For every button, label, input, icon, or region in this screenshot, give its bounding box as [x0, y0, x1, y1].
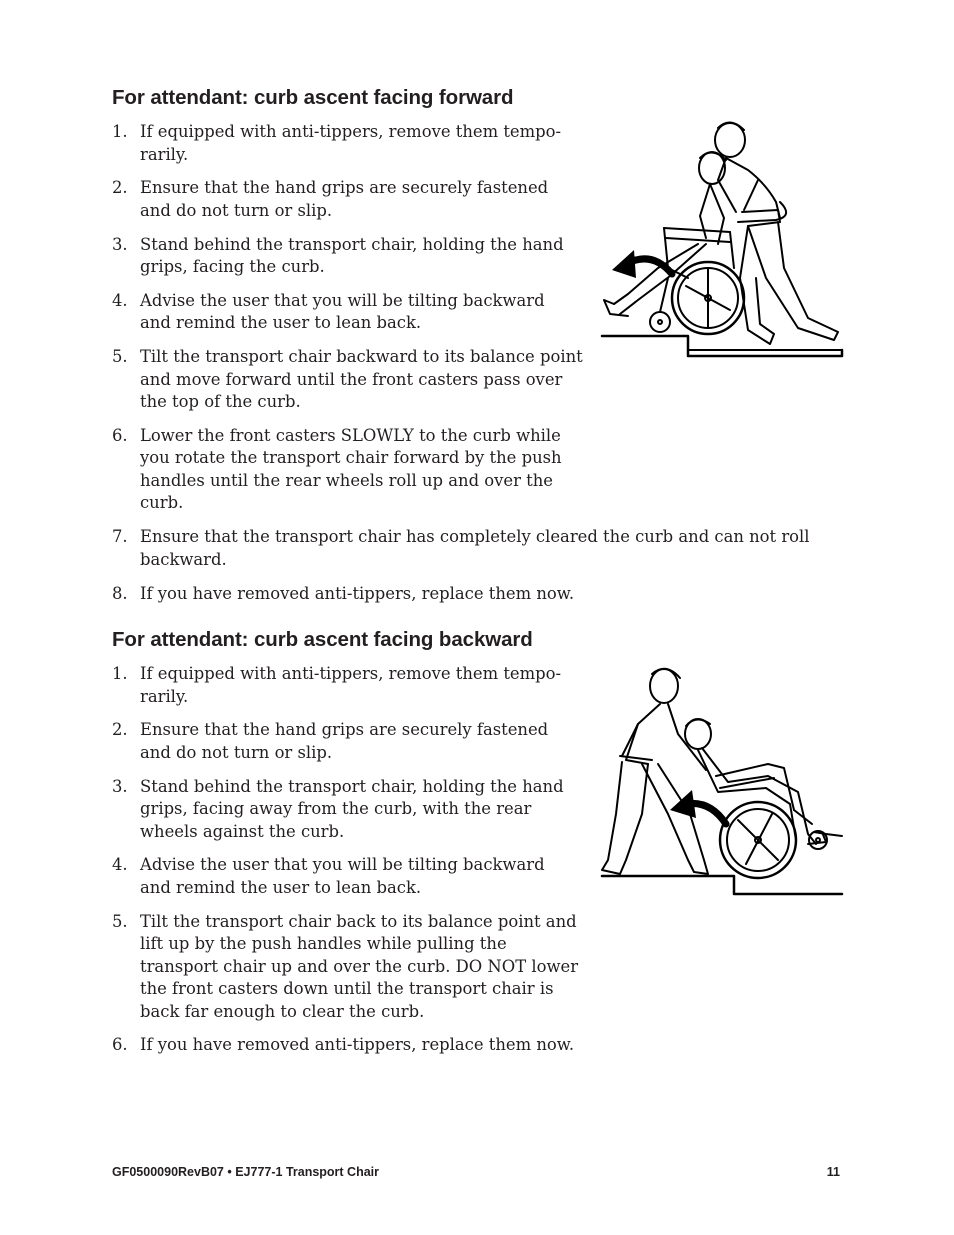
list-item: [112, 346, 585, 414]
step-number: 1.: [112, 122, 128, 141]
step-number: 1.: [112, 664, 128, 683]
page-number: 11: [826, 1165, 840, 1179]
step-number: 2.: [112, 178, 128, 198]
page-footer: [112, 1165, 840, 1179]
step-number: 8.: [112, 583, 128, 603]
forward-ascent-illustration: [598, 118, 848, 363]
list-item: [112, 719, 580, 764]
list-item: [112, 425, 580, 515]
step-text: If you have removed anti-tippers, replace them now.: [140, 583, 575, 603]
step-text: If you have removed anti-tippers, replace them now.: [140, 1035, 575, 1055]
list-item: [112, 854, 580, 899]
list-item: [112, 776, 580, 844]
list-item: [112, 234, 580, 279]
step-text: Stand behind the transport chair, holding the hand grips, facing the curb.: [140, 234, 564, 277]
step-text: Advise the user that you will be tilting backward and remind the user to lean back.: [140, 290, 545, 333]
step-text: If equipped with anti-tippers, remove them tempo-rarily.: [140, 122, 562, 164]
list-item: [112, 290, 580, 335]
step-number: 7.: [112, 527, 128, 547]
list-item: [112, 663, 580, 708]
step-number: 3.: [112, 776, 128, 796]
step-text: Tilt the transport chair backward to its balance point and move forward until the front casters pass over the top of the curb.: [140, 347, 583, 412]
step-text: Ensure that the hand grips are securely fastened and do not turn or slip.: [140, 178, 549, 220]
step-text: If equipped with anti-tippers, remove them tempo-rarily.: [140, 664, 562, 706]
step-text: Tilt the transport chair back to its balance point and lift up by the push handles while pulling the transport chair up and over the curb. DO NOT lower the front casters down until the transport chair is back far enough to clear the curb.: [140, 911, 579, 1021]
step-number: 3.: [112, 234, 128, 254]
list-item: [112, 177, 580, 222]
list-item: [112, 526, 860, 571]
backward-ascent-illustration: [598, 664, 848, 899]
step-text: Ensure that the transport chair has completely cleared the curb and can not roll backward.: [140, 527, 810, 569]
step-number: 5.: [112, 347, 128, 367]
step-number: 4.: [112, 290, 128, 310]
list-item: [112, 911, 580, 1024]
step-text: Advise the user that you will be tilting backward and remind the user to lean back.: [140, 855, 545, 897]
step-text: Lower the front casters SLOWLY to the curb while you rotate the transport chair forward by the push handles until the rear wheels roll up and over the curb.: [140, 425, 562, 513]
section-heading: For attendant: curb ascent facing backward: [112, 628, 533, 651]
list-item: [112, 121, 580, 166]
step-number: 6.: [112, 1035, 128, 1055]
step-text: Stand behind the transport chair, holding the hand grips, facing away from the curb, with the rear wheels against the curb.: [140, 776, 564, 841]
footer-doc-id: GF0500090RevB07 • EJ777-1 Transport Chair: [112, 1165, 380, 1179]
list-item: [112, 1034, 630, 1057]
step-text: Ensure that the hand grips are securely fastened and do not turn or slip.: [140, 720, 549, 762]
list-item: [112, 583, 860, 606]
section-heading: For attendant: curb ascent facing forward: [112, 86, 514, 109]
step-number: 4.: [112, 855, 128, 875]
step-number: 2.: [112, 720, 128, 740]
step-number: 6.: [112, 425, 128, 445]
step-number: 5.: [112, 911, 128, 931]
